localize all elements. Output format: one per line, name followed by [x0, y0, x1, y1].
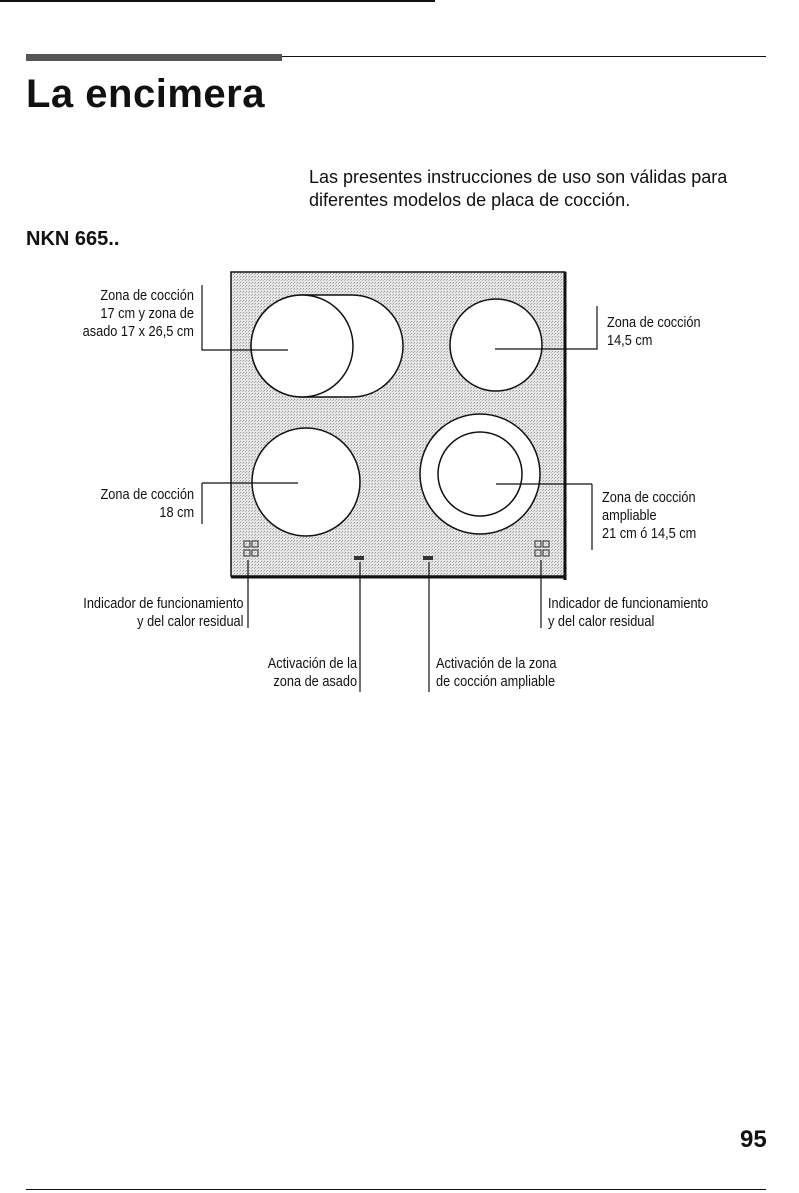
bottom-rule [26, 1189, 766, 1190]
label-expand-activation: Activación de la zona de cocción ampliable [436, 655, 557, 690]
intro-text: Las presentes instrucciones de uso son válidas para diferentes modelos de placa de cocción. [309, 167, 728, 210]
page-number: 95 [740, 1126, 767, 1153]
label-indicator-right: Indicador de funcionamiento y del calor residual [548, 595, 709, 630]
page-title: La encimera [26, 72, 265, 116]
cooking-zone-14-5 [450, 299, 542, 391]
cooking-zone-18 [252, 428, 360, 536]
cooking-zone-17 [251, 295, 353, 397]
roast-switch [354, 556, 364, 560]
label-mid-right: Zona de cocción ampliable 21 cm ó 14,5 cm [602, 489, 697, 542]
expand-switch [423, 556, 433, 560]
label-top-right: Zona de cocción 14,5 cm [607, 314, 701, 349]
label-indicator-left: Indicador de funcionamiento y del calor residual [82, 595, 243, 630]
label-top-left: Zona de cocción 17 cm y zona de asado 17 x 26,5 cm [82, 287, 194, 340]
model-heading: NKN 665.. [26, 228, 120, 250]
label-roast-activation: Activación de la zona de asado [267, 655, 357, 690]
expandable-zone-inner [438, 432, 522, 516]
label-mid-left: Zona de cocción 18 cm [100, 486, 194, 521]
